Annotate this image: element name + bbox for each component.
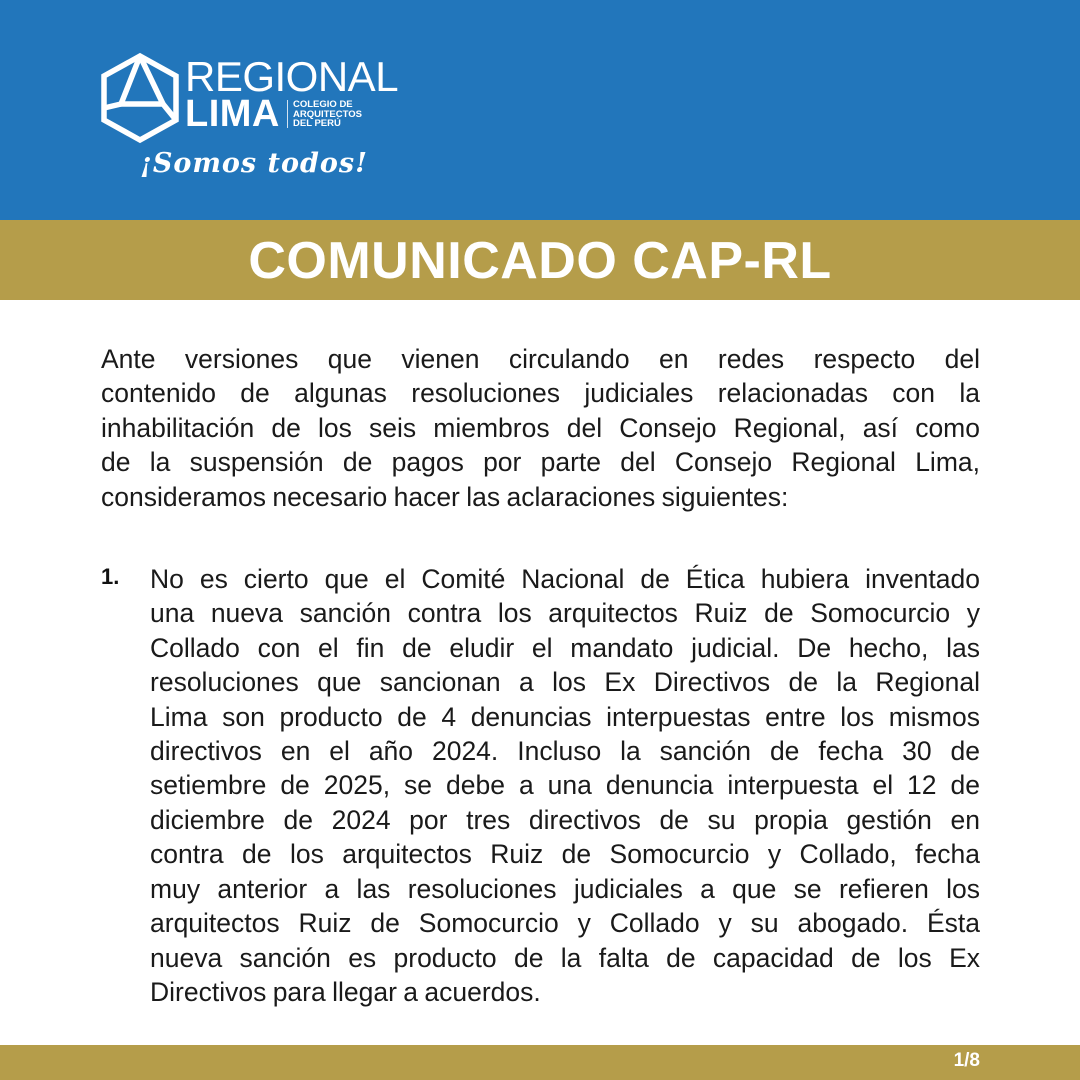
intro-paragraph [101, 342, 980, 514]
logo-subtitle-line: ARQUITECTOS [293, 108, 362, 120]
text-line: No es cierto que el Comité Nacional de Ética hubiera inventado [150, 564, 980, 595]
text-line: setiembre de 2025, se debe a una denuncia interpuesta el 12 de [150, 770, 980, 801]
logo-regional-text: REGIONAL [185, 53, 399, 100]
text-line: Ante versiones que vienen circulando en redes respecto del [101, 344, 980, 374]
page-title: COMUNICADO CAP-RL [248, 232, 832, 290]
text-line: consideramos necesario hacer las aclaraciones siguientes: [101, 481, 789, 512]
text-line: resoluciones que sancionan a los Ex Directivos de la Regional [150, 667, 980, 698]
text-line: arquitectos Ruiz de Somocurcio y Collado y su abogado. Ésta [150, 908, 980, 939]
text-line: contra de los arquitectos Ruiz de Somocurcio y Collado, fecha [150, 839, 980, 870]
logo-lima-text: LIMA [185, 93, 280, 135]
list-item-text [150, 562, 980, 1009]
text-line: muy anterior a las resoluciones judiciales a que se refieren los [150, 873, 980, 904]
hexagon-triangle-icon [99, 52, 181, 144]
slogan: ¡Somos todos! [140, 148, 368, 179]
text-line: inhabilitación de los seis miembros del Consejo Regional, así como [101, 412, 980, 443]
list-item [101, 562, 980, 1009]
footer-bar [0, 1045, 1080, 1080]
logo-subtitle [293, 100, 383, 129]
logo-divider [287, 100, 288, 128]
logo-subtitle-line: DEL PERÚ [293, 118, 341, 129]
communique-body [101, 342, 980, 1009]
text-line: Collado con el fin de eludir el mandato judicial. De hecho, las [150, 632, 980, 663]
logo-subtitle-line: COLEGIO DE [293, 99, 353, 110]
text-line: contenido de algunas resoluciones judiciales relacionadas con la [101, 378, 980, 409]
text-line: directivos en el año 2024. Incluso la sanción de fecha 30 de [150, 736, 980, 767]
header-banner [0, 0, 1080, 220]
text-line: una nueva sanción contra los arquitectos Ruiz de Somocurcio y [150, 598, 980, 629]
page-indicator: 1/8 [953, 1050, 980, 1071]
list-item-number: 1. [101, 564, 120, 590]
text-line: diciembre de 2024 por tres directivos de su propia gestión en [150, 804, 980, 835]
text-line: Directivos para llegar a acuerdos. [150, 976, 541, 1007]
text-line: Lima son producto de 4 denuncias interpuestas entre los mismos [150, 701, 980, 732]
title-band [0, 220, 1080, 300]
text-line: de la suspensión de pagos por parte del Consejo Regional Lima, [101, 447, 980, 478]
text-line: nueva sanción es producto de la falta de capacidad de los Ex [150, 942, 980, 973]
